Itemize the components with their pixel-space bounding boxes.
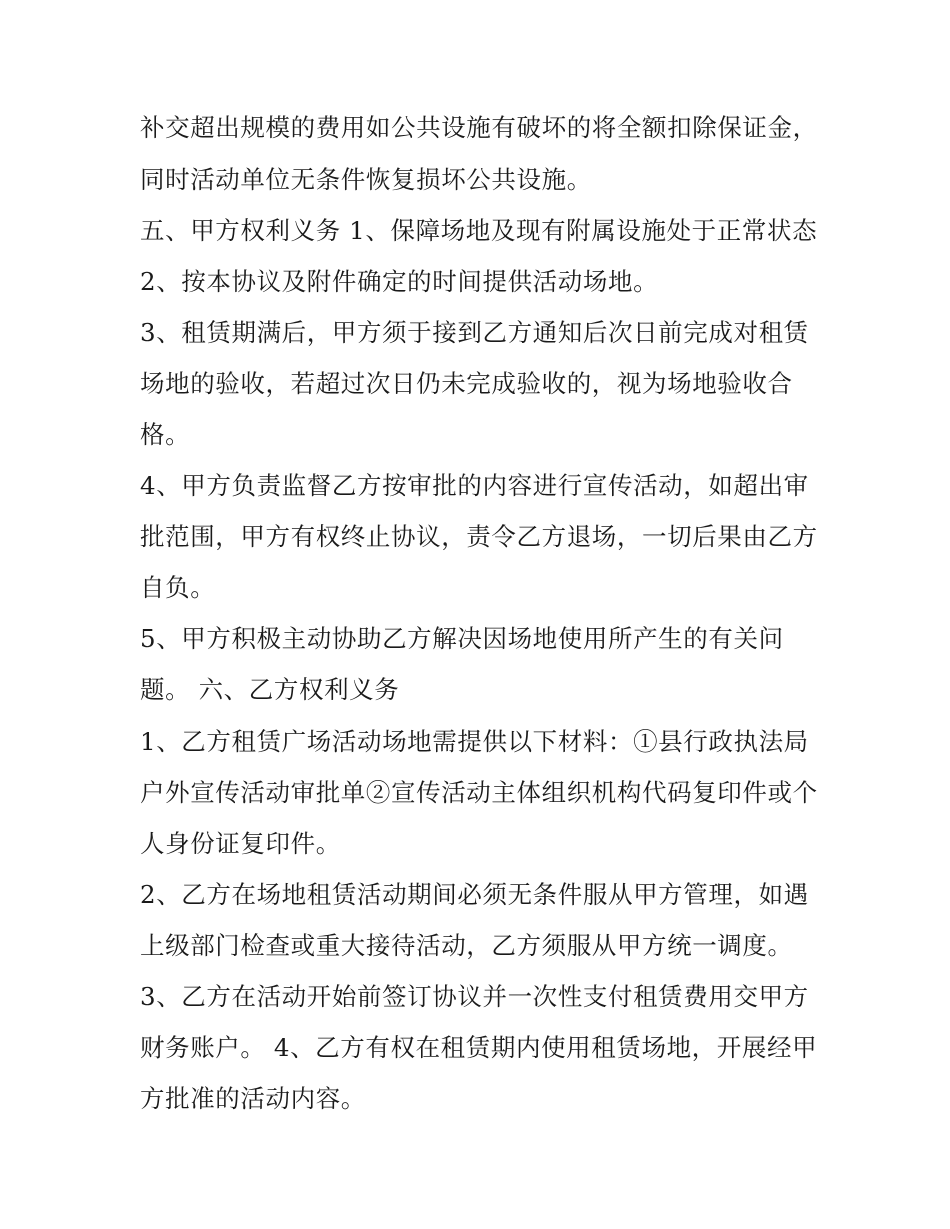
paragraph-line: 自负。 xyxy=(140,573,216,602)
paragraph-line: 5、甲方积极主动协助乙方解决因场地使用所产生的有关问 xyxy=(140,624,784,653)
paragraph-line: 批范围，甲方有权终止协议，责令乙方退场，一切后果由乙方 xyxy=(140,522,818,551)
paragraph-line: 财务账户。 4、乙方有权在租赁期内使用租赁场地，开展经甲 xyxy=(140,1033,818,1062)
paragraph-line: 户外宣传活动审批单②宣传活动主体组织机构代码复印件或个 xyxy=(140,778,818,807)
section-heading-line: 五、甲方权利义务 1、保障场地及现有附属设施处于正常状态 xyxy=(140,216,818,245)
paragraph-line: 同时活动单位无条件恢复损坏公共设施。 xyxy=(140,165,592,194)
paragraph-line: 方批准的活动内容。 xyxy=(140,1084,366,1113)
paragraph-line: 2、按本协议及附件确定的时间提供活动场地。 xyxy=(140,267,659,296)
paragraph-line: 1、乙方租赁广场活动场地需提供以下材料：①县行政执法局 xyxy=(140,727,809,756)
paragraph-line: 人身份证复印件。 xyxy=(140,829,341,858)
paragraph-line: 2、乙方在场地租赁活动期间必须无条件服从甲方管理，如遇 xyxy=(140,880,809,909)
section-heading-line: 题。 六、乙方权利义务 xyxy=(140,675,400,704)
paragraph-line: 补交超出规模的费用如公共设施有破坏的将全额扣除保证金， xyxy=(140,113,818,142)
paragraph-line: 3、乙方在活动开始前签订协议并一次性支付租赁费用交甲方 xyxy=(140,982,809,1011)
paragraph-line: 上级部门检查或重大接待活动，乙方须服从甲方统一调度。 xyxy=(140,931,793,960)
paragraph-line: 格。 xyxy=(140,420,191,449)
paragraph-line: 4、甲方负责监督乙方按审批的内容进行宣传活动，如超出审 xyxy=(140,471,809,500)
paragraph-line: 3、租赁期满后，甲方须于接到乙方通知后次日前完成对租赁 xyxy=(140,318,809,347)
paragraph-line: 场地的验收，若超过次日仍未完成验收的，视为场地验收合 xyxy=(140,369,793,398)
